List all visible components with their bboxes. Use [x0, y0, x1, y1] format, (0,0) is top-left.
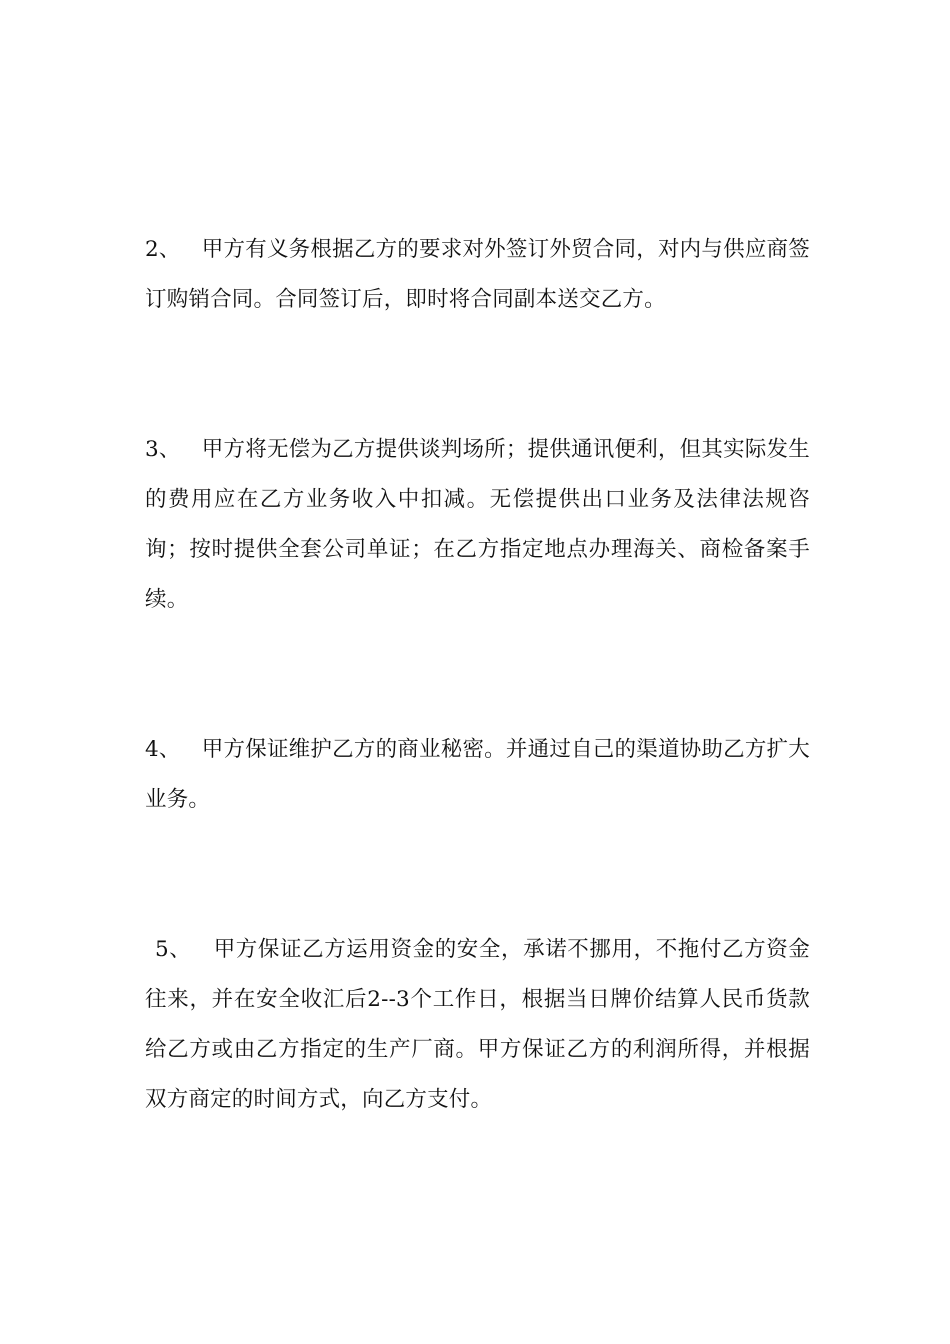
clause-text: 甲方保证维护乙方的商业秘密。并通过自己的渠道协助乙方扩大业务。 — [145, 737, 810, 812]
clause-3 — [145, 425, 810, 625]
clause-number: 5、 — [155, 937, 192, 962]
clause-5 — [145, 925, 810, 1125]
clause-4 — [145, 725, 810, 825]
clause-number: 3、 — [145, 437, 181, 462]
clause-number: 2、 — [145, 237, 181, 262]
clause-text: 甲方将无偿为乙方提供谈判场所；提供通讯便利，但其实际发生的费用应在乙方业务收入中扣减。无偿提供出口业务及法律法规咨询；按时提供全套公司单证；在乙方指定地点办理海关、商检备案手续。 — [145, 437, 810, 612]
clause-text: 甲方保证乙方运用资金的安全，承诺不挪用，不拖付乙方资金往来，并在安全收汇后2--3个工作日，根据当日牌价结算人民币货款给乙方或由乙方指定的生产厂商。甲方保证乙方的利润所得，并根据双方商定的时间方式，向乙方支付。 — [145, 937, 810, 1112]
clause-2 — [145, 225, 810, 325]
clause-text: 甲方有义务根据乙方的要求对外签订外贸合同，对内与供应商签订购销合同。合同签订后，即时将合同副本送交乙方。 — [145, 237, 810, 312]
clause-number: 4、 — [145, 737, 181, 762]
